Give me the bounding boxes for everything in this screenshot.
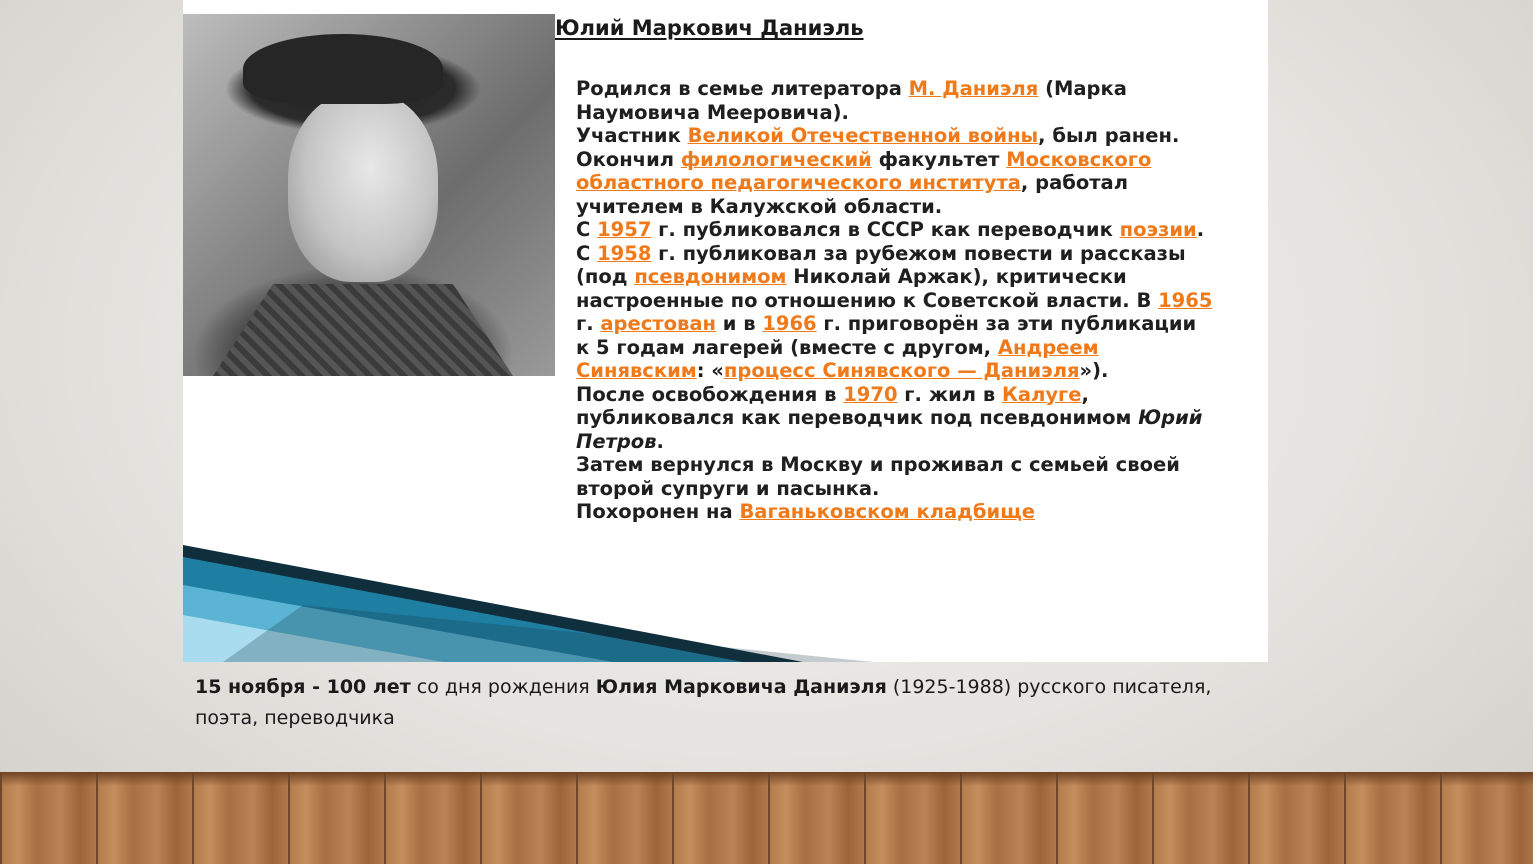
portrait-photo	[183, 14, 555, 376]
bio-link[interactable]: М. Даниэля	[908, 77, 1039, 100]
bio-text: и в	[715, 312, 763, 335]
bio-text: После освобождения в	[576, 382, 844, 406]
bio-link[interactable]: 1957	[597, 218, 652, 241]
bio-text: Родился в семье литератора	[576, 77, 909, 100]
bio-link[interactable]: поэзии	[1119, 218, 1197, 241]
bio-paragraph	[576, 383, 1216, 454]
bio-text: факультет	[871, 147, 1007, 171]
bio-link[interactable]: псевдонимом	[634, 265, 787, 288]
bio-italic-text: Юрий Петров	[576, 406, 1203, 453]
bio-text: .	[656, 429, 664, 453]
bio-text: , был ранен.	[1038, 124, 1180, 147]
bio-paragraph	[576, 453, 1216, 500]
caption-person-name: Юлия Марковича Даниэля	[595, 676, 887, 698]
bio-text: Николай Аржак), критически настроенные по отношению к Советской власти. В	[576, 265, 1159, 312]
bio-text: »).	[1079, 359, 1109, 382]
portrait-collar	[213, 284, 513, 376]
bio-link[interactable]: 1965	[1158, 288, 1213, 312]
bio-text: г. жил в	[897, 382, 1002, 406]
wooden-floor	[0, 772, 1533, 864]
bio-link[interactable]: Калуге	[1001, 382, 1082, 406]
bio-link[interactable]: процесс Синявского — Даниэля	[723, 359, 1080, 382]
bio-text: .	[1196, 218, 1205, 241]
slide-caption	[195, 672, 1245, 734]
bio-text: С	[576, 218, 598, 241]
bio-link[interactable]: Великой Отечественной войны	[687, 124, 1039, 147]
biography-text	[576, 77, 1216, 524]
slide-title: Юлий Маркович Даниэль	[555, 16, 864, 40]
bio-link[interactable]: 1958	[597, 241, 652, 265]
bio-paragraph	[576, 500, 1216, 524]
bio-text: г. публиковался в СССР как переводчик	[651, 218, 1120, 241]
bio-link[interactable]: Андреем Синявским	[576, 335, 1099, 382]
bio-paragraph	[576, 124, 1216, 148]
bio-text: Похоронен на	[576, 500, 740, 523]
caption-date: 15 ноября - 100 лет	[195, 676, 411, 698]
slide-canvas	[183, 0, 1268, 662]
bio-text: , публиковался как переводчик под псевдонимом	[576, 382, 1139, 429]
bio-paragraph	[576, 242, 1216, 383]
bio-link[interactable]: 1970	[843, 382, 898, 406]
portrait-face	[288, 92, 438, 282]
bio-paragraph	[576, 218, 1216, 242]
bio-text: Затем вернулся в Москву и проживал с семьей своей второй супруги и пасынка.	[576, 453, 1180, 500]
bio-link[interactable]: арестован	[600, 312, 716, 335]
caption-text-1: со дня рождения	[410, 676, 596, 698]
bio-text: г. публиковал за рубежом повести и рассказы (под	[576, 241, 1186, 288]
bio-link[interactable]: Ваганьковском кладбище	[739, 500, 1035, 523]
bio-link[interactable]: 1966	[762, 312, 817, 335]
bio-text: : «	[696, 359, 724, 382]
bio-paragraph	[576, 77, 1216, 124]
bio-text: С	[576, 241, 598, 265]
bio-text: г. приговорён за эти публикации к 5 годам лагерей (вместе с другом,	[576, 312, 1197, 359]
bio-link[interactable]: филологический	[680, 147, 872, 171]
caption-text-2: (1925-1988) русского писателя, поэта, переводчика	[195, 676, 1212, 729]
bio-link[interactable]: Московского областного педагогического института	[576, 147, 1152, 194]
bio-text: г.	[576, 312, 601, 335]
portrait-cap	[243, 34, 443, 104]
bio-text: (Марка Наумовича Мееровича).	[576, 77, 1127, 124]
bio-text: , работал учителем в Калужской области.	[576, 171, 1128, 218]
bio-text: Участник	[576, 124, 688, 147]
bio-paragraph	[576, 148, 1216, 219]
bio-text: Окончил	[576, 147, 681, 171]
decorative-wave	[183, 545, 1268, 662]
